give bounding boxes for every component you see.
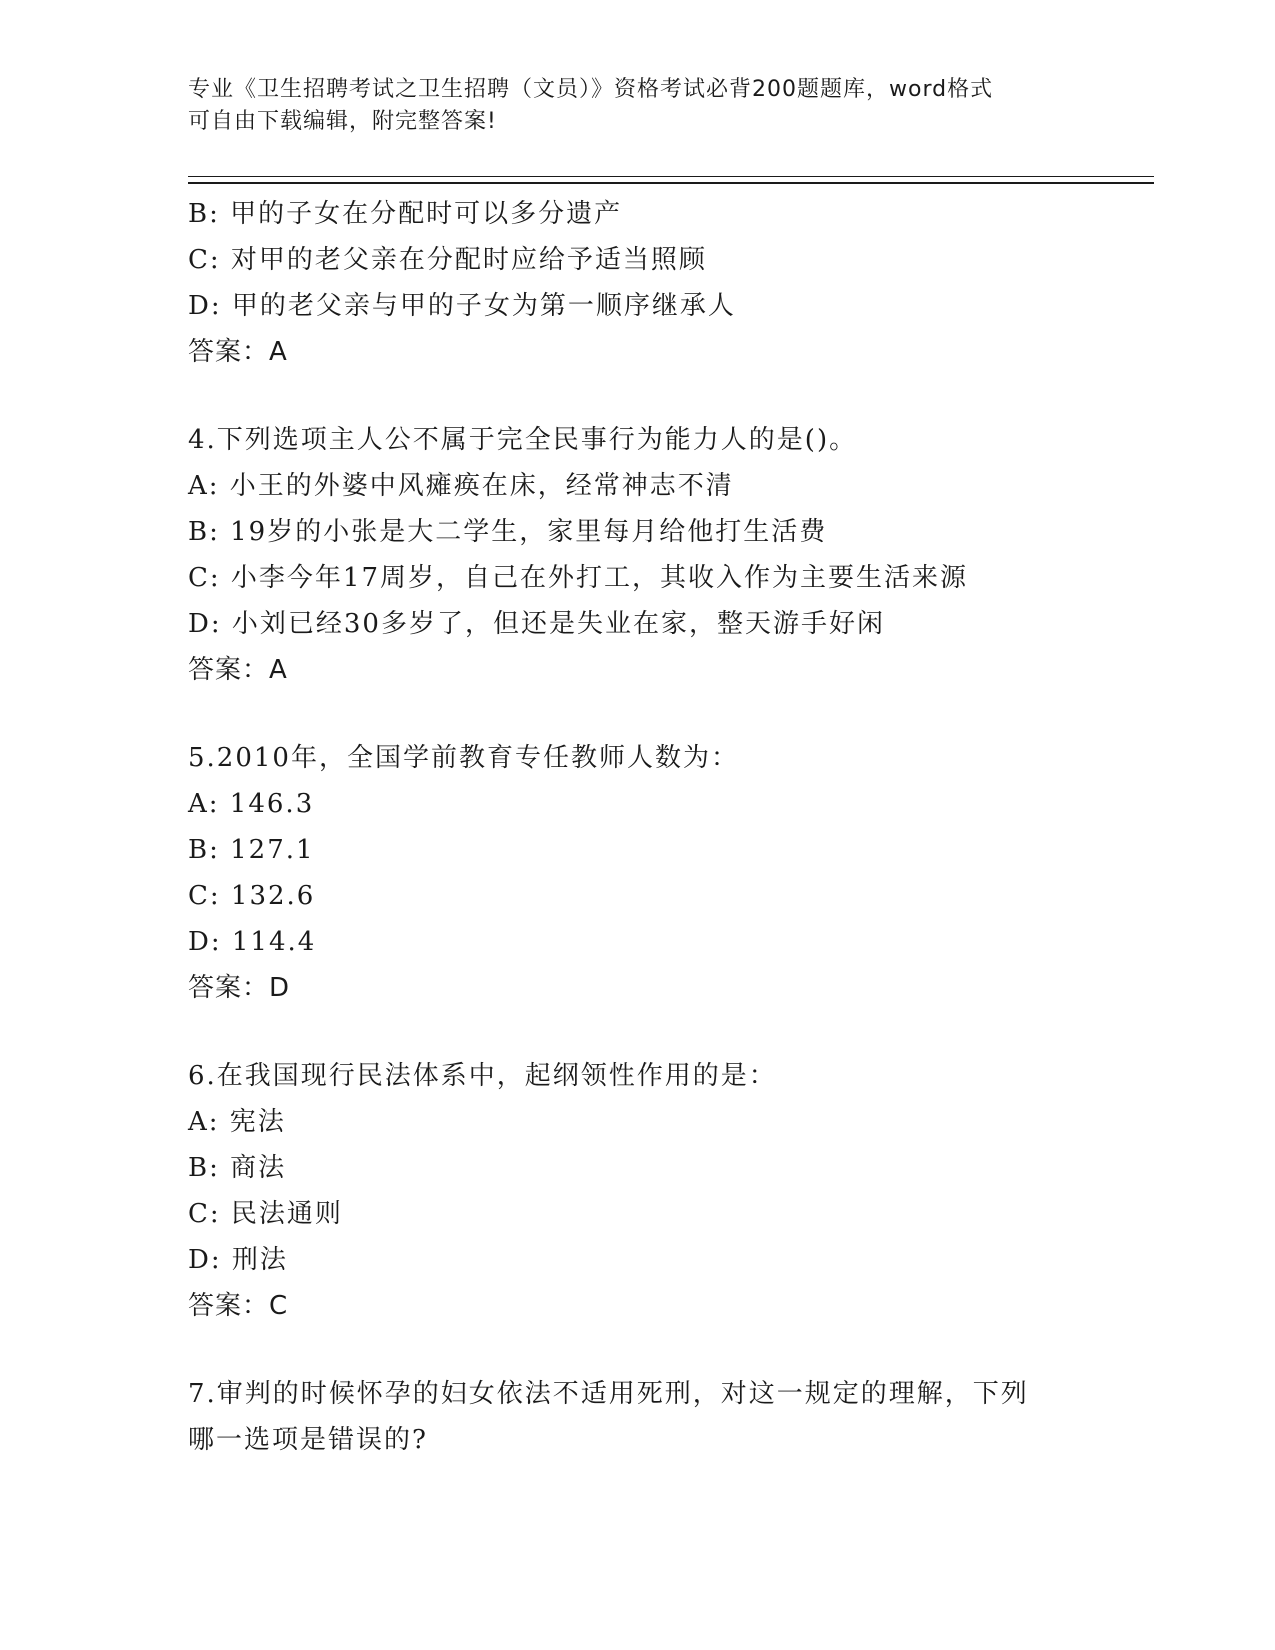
option-b: B: 甲的子女在分配时可以多分遗产 bbox=[188, 199, 623, 229]
question-text-line-2: 哪一选项是错误的? bbox=[188, 1425, 428, 1455]
question-6 bbox=[188, 1053, 1088, 1329]
option-a: A: 小王的外婆中风瘫痪在床，经常神志不清 bbox=[188, 471, 734, 501]
header-title-line-2: 可自由下载编辑，附完整答案! bbox=[188, 109, 497, 134]
header-rule-thick bbox=[188, 182, 1154, 184]
option-b: B: 19岁的小张是大二学生，家里每月给他打生活费 bbox=[188, 517, 828, 547]
answer-label: 答案：A bbox=[188, 655, 288, 685]
option-d: D: 114.4 bbox=[188, 927, 317, 957]
header-rule-thin bbox=[188, 176, 1154, 177]
question-3 bbox=[188, 191, 1088, 375]
option-c: C: 132.6 bbox=[188, 881, 316, 911]
header-title-line-1: 专业《卫生招聘考试之卫生招聘（文员）》资格考试必背200题题库，word格式 bbox=[188, 77, 994, 102]
option-b: B: 商法 bbox=[188, 1153, 287, 1183]
question-text-line-1: 7.审判的时候怀孕的妇女依法不适用死刑，对这一规定的理解，下列 bbox=[188, 1379, 1029, 1409]
option-a: A: 宪法 bbox=[188, 1107, 286, 1137]
option-a: A: 146.3 bbox=[188, 789, 315, 819]
question-text: 6.在我国现行民法体系中，起纲领性作用的是： bbox=[188, 1061, 777, 1091]
option-c: C: 小李今年17周岁，自己在外打工，其收入作为主要生活来源 bbox=[188, 563, 969, 593]
answer-label: 答案：D bbox=[188, 973, 291, 1003]
answer-label: 答案：A bbox=[188, 337, 288, 367]
question-5 bbox=[188, 735, 1088, 1011]
option-c: C: 民法通则 bbox=[188, 1199, 343, 1229]
answer-label: 答案：C bbox=[188, 1291, 289, 1321]
question-7 bbox=[188, 1371, 1088, 1463]
option-b: B: 127.1 bbox=[188, 835, 315, 865]
option-c: C: 对甲的老父亲在分配时应给予适当照顾 bbox=[188, 245, 707, 275]
question-text: 5.2010年，全国学前教育专任教师人数为： bbox=[188, 743, 739, 773]
option-d: D: 甲的老父亲与甲的子女为第一顺序继承人 bbox=[188, 291, 736, 321]
option-d: D: 刑法 bbox=[188, 1245, 288, 1275]
question-4 bbox=[188, 417, 1088, 693]
document-header bbox=[188, 74, 1088, 138]
option-d: D: 小刘已经30多岁了，但还是失业在家，整天游手好闲 bbox=[188, 609, 885, 639]
question-text: 4.下列选项主人公不属于完全民事行为能力人的是()。 bbox=[188, 425, 858, 455]
question-list bbox=[188, 191, 1088, 1463]
